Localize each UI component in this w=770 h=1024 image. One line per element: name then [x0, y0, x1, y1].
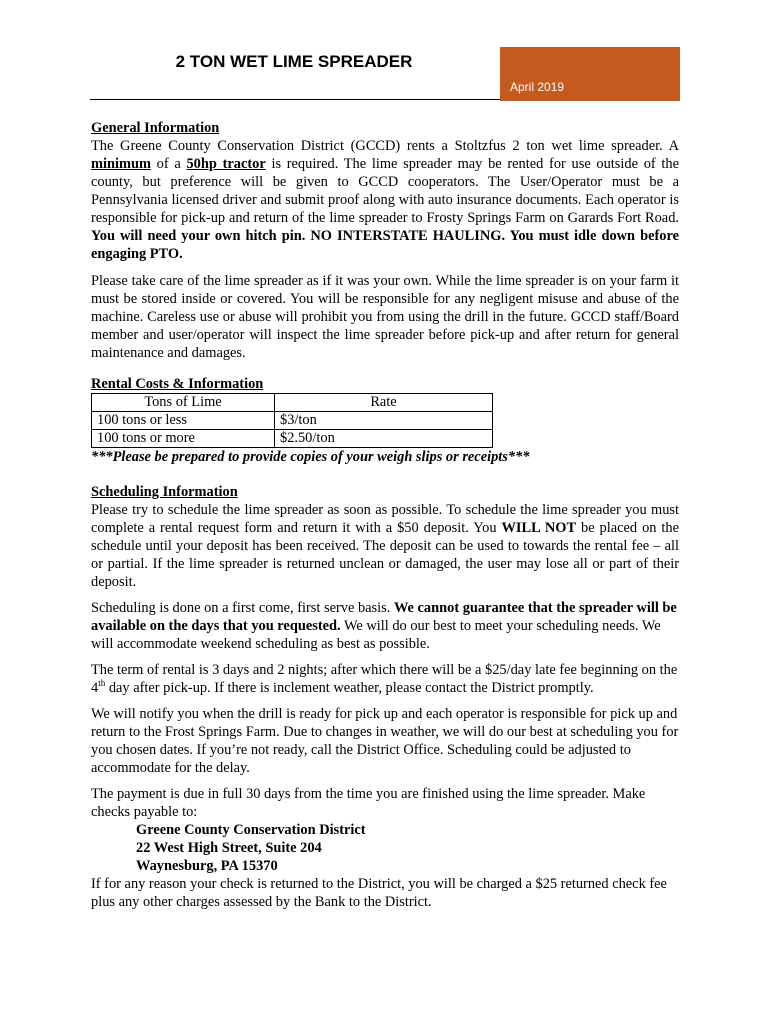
scheduling-paragraph-1 [91, 501, 679, 591]
text-run: The term of rental is 3 days and 2 nights; after which there will be a $25/day late fee beginning on the 4 [91, 662, 678, 696]
minimum-emphasis: minimum [91, 156, 151, 172]
address-line: 22 West High Street, Suite 204 [136, 840, 322, 856]
column-header: Tons of Lime [92, 394, 275, 412]
table-header-row [92, 394, 493, 412]
table-cell: $2.50/ton [275, 430, 493, 448]
will-not-emphasis: WILL NOT [501, 520, 577, 536]
table-cell: $3/ton [275, 412, 493, 430]
hitch-pin-notice: You will need your own hitch pin. NO INTERSTATE HAULING. You must idle down before engaging PTO. [91, 228, 679, 262]
text-run: is required. The lime spreader may be rented for use outside of the county, but preference will be given to GCCD cooperators. The User/Operator must be a Pennsylvania licensed driver and submit proof along with auto insurance documents. Each operator is responsible for pick-up and return of the lime spreader to Frosty Springs Farm on Garards Fort Road. [91, 156, 679, 226]
table-row [92, 430, 493, 448]
rental-heading: Rental Costs & Information [91, 376, 264, 392]
text-run: Scheduling is done on a first come, first serve basis. [91, 600, 394, 616]
text-run: The Greene County Conservation District (GCCD) rents a Stoltzfus 2 ton wet lime spreader. A [91, 138, 679, 154]
table-row [92, 412, 493, 430]
text-run: of a [150, 156, 187, 172]
scheduling-heading: Scheduling Information [91, 484, 238, 500]
returned-check-paragraph: If for any reason your check is returned to the District, you will be charged a $25 returned check fee plus any other charges assessed by the Bank to the District. [91, 876, 667, 910]
ordinal-suffix: th [98, 678, 106, 689]
address-line: Waynesburg, PA 15370 [136, 858, 278, 874]
general-paragraph-2: Please take care of the lime spreader as if it was your own. While the lime spreader is on your farm it must be stored inside or covered. You will be responsible for any negligent misuse and abuse of the machine. Careless use or abuse will prohibit you from using the drill in the future. GCCD staff/Board member and user/operator will inspect the lime spreader before pick-up and after return for general maintenance and damages. [91, 273, 679, 361]
date-label: April 2019 [510, 80, 565, 94]
page-title: 2 TON WET LIME SPREADER [175, 52, 413, 71]
table-cell: 100 tons or more [92, 430, 275, 448]
tractor-emphasis: 50hp tractor [186, 156, 266, 172]
scheduling-paragraph-2 [91, 599, 679, 653]
table-cell: 100 tons or less [92, 412, 275, 430]
address-line: Greene County Conservation District [136, 822, 366, 838]
scheduling-paragraph-3 [91, 661, 679, 697]
column-header: Rate [275, 394, 493, 412]
general-heading: General Information [91, 120, 220, 136]
text-run: day after pick-up. If there is inclement weather, please contact the District promptly. [105, 680, 594, 696]
no-guarantee-notice: We cannot guarantee that the spreader will be available on the days that you requested. [91, 600, 677, 634]
scheduling-paragraph-4: We will notify you when the drill is ready for pick up and each operator is responsible for pick up and return to the Frost Springs Farm. Due to changes in weather, we will do our best at scheduling you for you chosen dates. If you’re not ready, call the District Office. Scheduling could be adjusted to accommodate for the delay. [91, 706, 679, 776]
title-underline [90, 99, 500, 100]
text-run: We will do our best to meet your scheduling needs. We will accommodate weekend scheduling as best as possible. [91, 618, 661, 652]
document-body [91, 119, 679, 911]
text-run: Please try to schedule the lime spreader as soon as possible. To schedule the lime spreader you must complete a rental request form and return it with a $50 deposit. You [91, 502, 679, 536]
date-banner [500, 47, 680, 101]
text-run: be placed on the schedule until your deposit has been received. The deposit can be used to towards the rental fee – all or partial. If the lime spreader is returned unclean or damaged, the user may lose all or part of their deposit. [91, 520, 679, 590]
payment-paragraph: The payment is due in full 30 days from the time you are finished using the lime spreader. Make checks payable to: [91, 786, 646, 820]
weigh-slip-note: ***Please be prepared to provide copies of your weigh slips or receipts*** [91, 449, 530, 465]
payee-address [91, 821, 679, 875]
general-paragraph-1 [91, 137, 679, 263]
rates-table [91, 393, 493, 448]
